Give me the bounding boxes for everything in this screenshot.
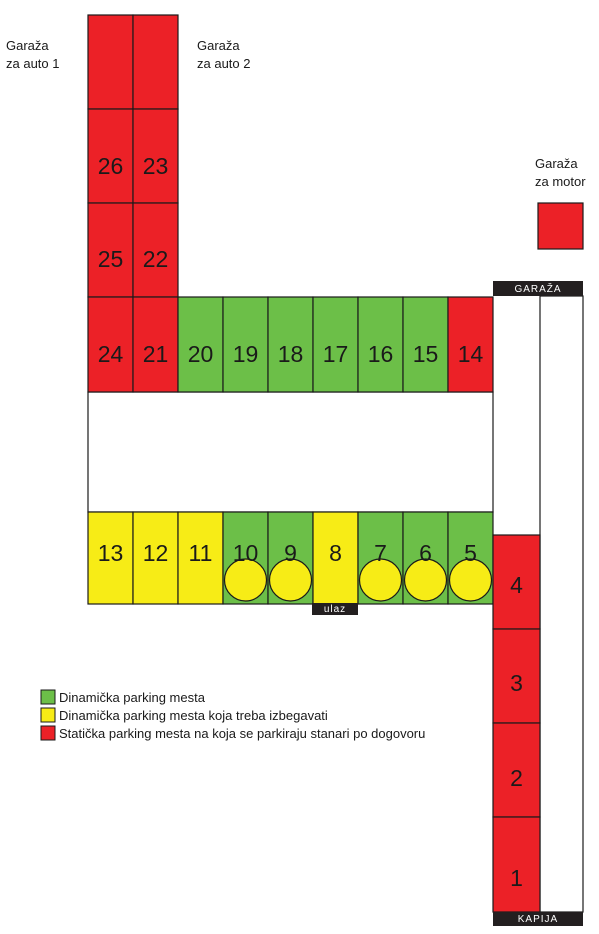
spot-label-10: 10	[232, 540, 259, 566]
spot-label-11: 11	[188, 540, 213, 566]
spot-label-23: 23	[142, 153, 169, 179]
garage-auto-2-line-1: Garaža	[197, 38, 240, 53]
parking-spot-26-top	[88, 15, 133, 109]
garage-auto-1-line-1: Garaža	[6, 38, 49, 53]
garaza-bar-label: GARAŽA	[514, 284, 562, 295]
legend	[41, 690, 425, 741]
spot-label-4: 4	[510, 572, 523, 598]
garage-motor-label	[535, 156, 586, 189]
spot-label-5: 5	[464, 540, 477, 566]
legend-swatch-avoid	[41, 708, 55, 722]
spot-label-24: 24	[97, 341, 124, 367]
spot-label-12: 12	[142, 540, 169, 566]
garage-motor-line-2: za motor	[535, 174, 586, 189]
spot-label-3: 3	[510, 670, 523, 696]
legend-swatch-dynamic	[41, 690, 55, 704]
spot-label-25: 25	[97, 246, 124, 272]
spot-label-2: 2	[510, 765, 523, 791]
spot-label-9: 9	[284, 540, 297, 566]
spot-label-13: 13	[97, 540, 124, 566]
spot-label-14: 14	[457, 341, 484, 367]
spot-label-1: 1	[510, 865, 523, 891]
garage-auto-1-label	[6, 38, 60, 71]
spot-label-17: 17	[322, 341, 349, 367]
driveway-middle	[88, 392, 493, 512]
spot-label-22: 22	[142, 246, 169, 272]
legend-swatch-static	[41, 726, 55, 740]
spot-label-20: 20	[187, 341, 214, 367]
spot-label-8: 8	[329, 540, 342, 566]
legend-text-static: Statička parking mesta na koja se parkiraju stanari po dogovoru	[59, 726, 426, 741]
legend-text-avoid: Dinamička parking mesta koja treba izbegavati	[59, 708, 328, 723]
parking-spot-motor	[538, 203, 583, 249]
spot-label-15: 15	[412, 341, 439, 367]
garage-auto-2-label	[197, 38, 251, 71]
spot-label-21: 21	[142, 341, 169, 367]
ulaz-bar-label: ulaz	[323, 604, 347, 615]
kapija-bar-label: KAPIJA	[517, 914, 559, 925]
spot-label-19: 19	[232, 341, 259, 367]
parking-spot-23-top	[133, 15, 178, 109]
garage-auto-1-line-2: za auto 1	[6, 56, 60, 71]
garage-motor-line-1: Garaža	[535, 156, 578, 171]
driveway-right	[540, 296, 583, 912]
spot-label-7: 7	[374, 540, 387, 566]
spot-label-16: 16	[367, 341, 394, 367]
spot-label-6: 6	[419, 540, 432, 566]
spot-label-18: 18	[277, 341, 304, 367]
garage-auto-2-line-2: za auto 2	[197, 56, 251, 71]
spot-label-26: 26	[97, 153, 124, 179]
legend-text-dynamic: Dinamička parking mesta	[59, 690, 205, 705]
